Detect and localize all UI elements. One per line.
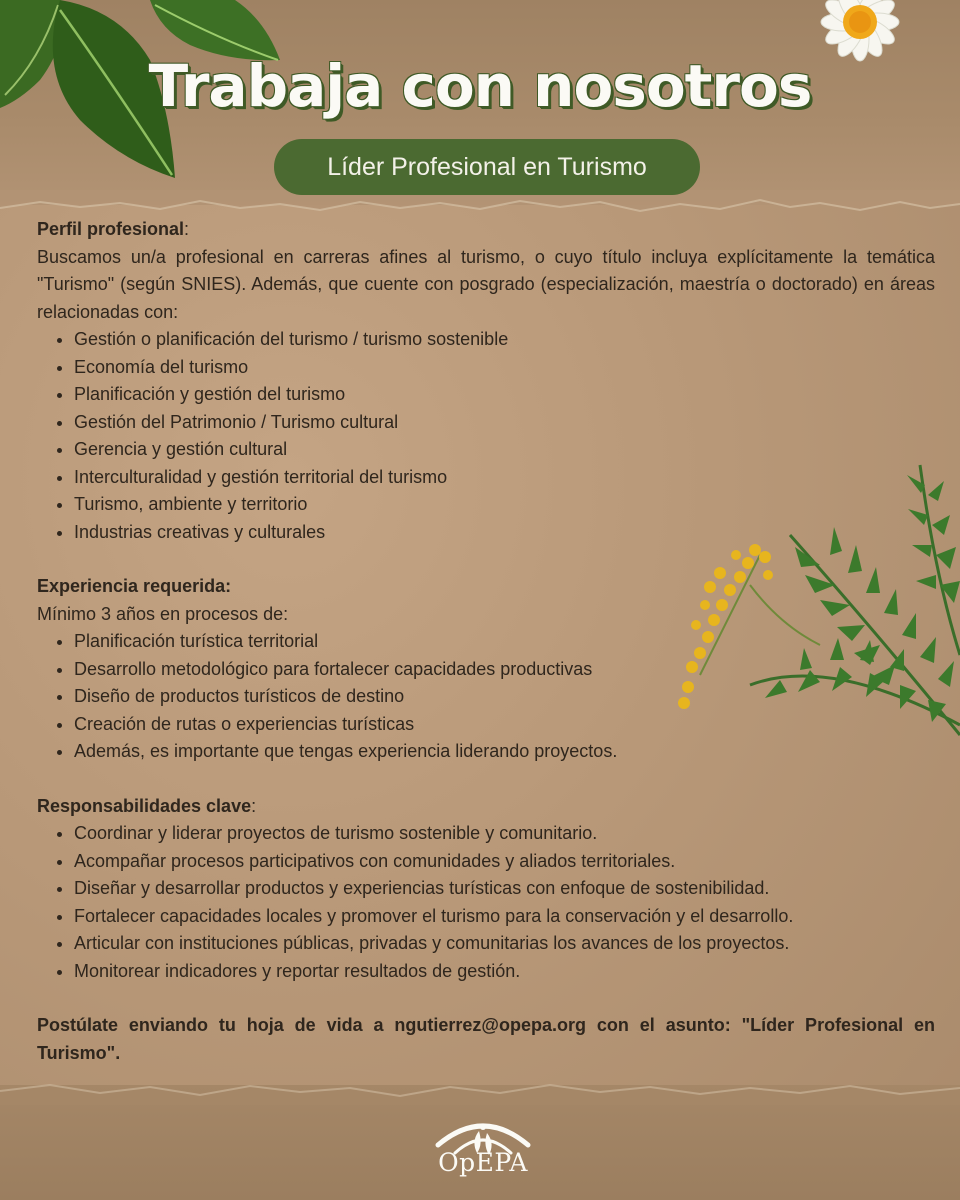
list-item: • Gestión o planificación del turismo / turismo sostenible [74, 326, 935, 354]
responsabilidades-list [37, 820, 935, 985]
perfil-heading-colon: : [184, 219, 190, 239]
list-item: • Desarrollo metodológico para fortalecer capacidades productivas [74, 656, 935, 684]
list-item: • Planificación y gestión del turismo [74, 381, 935, 409]
list-item: • Monitorear indicadores y reportar resultados de gestión. [74, 958, 935, 986]
list-item: • Coordinar y liderar proyectos de turismo sostenible y comunitario. [74, 820, 935, 848]
experiencia-list [37, 628, 935, 766]
list-item: • Planificación turística territorial [74, 628, 935, 656]
list-item: • Fortalecer capacidades locales y promover el turismo para la conservación y el desarrollo. [74, 903, 935, 931]
responsabilidades-heading-colon: : [251, 795, 257, 816]
page-title: Trabaja con nosotros [148, 52, 812, 120]
application-instructions: Postúlate enviando tu hoja de vida a ngutierrez@opepa.org con el asunto: "Líder Profesional en Turismo". [37, 1015, 935, 1063]
list-item: • Industrias creativas y culturales [74, 519, 935, 547]
list-item: • Economía del turismo [74, 354, 935, 382]
list-item: • Turismo, ambiente y territorio [74, 491, 935, 519]
section-spacer [37, 766, 935, 793]
list-item: • Creación de rutas o experiencias turísticas [74, 711, 935, 739]
opepa-logo-text: OpEPA [438, 1148, 528, 1177]
list-item: • Gestión del Patrimonio / Turismo cultural [74, 409, 935, 437]
perfil-heading-text: Perfil profesional [37, 219, 185, 239]
job-description [37, 216, 935, 1067]
perfil-heading [37, 216, 935, 244]
experiencia-intro: Mínimo 3 años en procesos de: [37, 603, 289, 624]
job-title-badge: Líder Profesional en Turismo [274, 139, 700, 195]
perfil-intro: Buscamos un/a profesional en carreras afines al turismo, o cuyo título incluya explícitamente la temática "Turismo" (según SNIES). Además, que cuente con posgrado (especialización, maestría o doctorado) en áreas relacionadas con: [37, 246, 935, 322]
list-item: • Acompañar procesos participativos con comunidades y aliados territoriales. [74, 848, 935, 876]
list-item: • Articular con instituciones públicas, privadas y comunitarias los avances de los proyectos. [74, 930, 935, 958]
section-spacer [37, 985, 935, 1012]
responsabilidades-heading [37, 793, 935, 821]
list-item: • Además, es importante que tengas experiencia liderando proyectos. [74, 738, 935, 766]
list-item: • Diseño de productos turísticos de destino [74, 683, 935, 711]
list-item: • Gerencia y gestión cultural [74, 436, 935, 464]
perfil-list [37, 326, 935, 546]
list-item: • Interculturalidad y gestión territorial del turismo [74, 464, 935, 492]
section-spacer [37, 546, 935, 573]
experiencia-heading: Experiencia requerida: [37, 576, 232, 596]
list-item: • Diseñar y desarrollar productos y experiencias turísticas con enfoque de sostenibilidad. [74, 875, 935, 903]
responsabilidades-heading-text: Responsabilidades clave [37, 795, 252, 816]
